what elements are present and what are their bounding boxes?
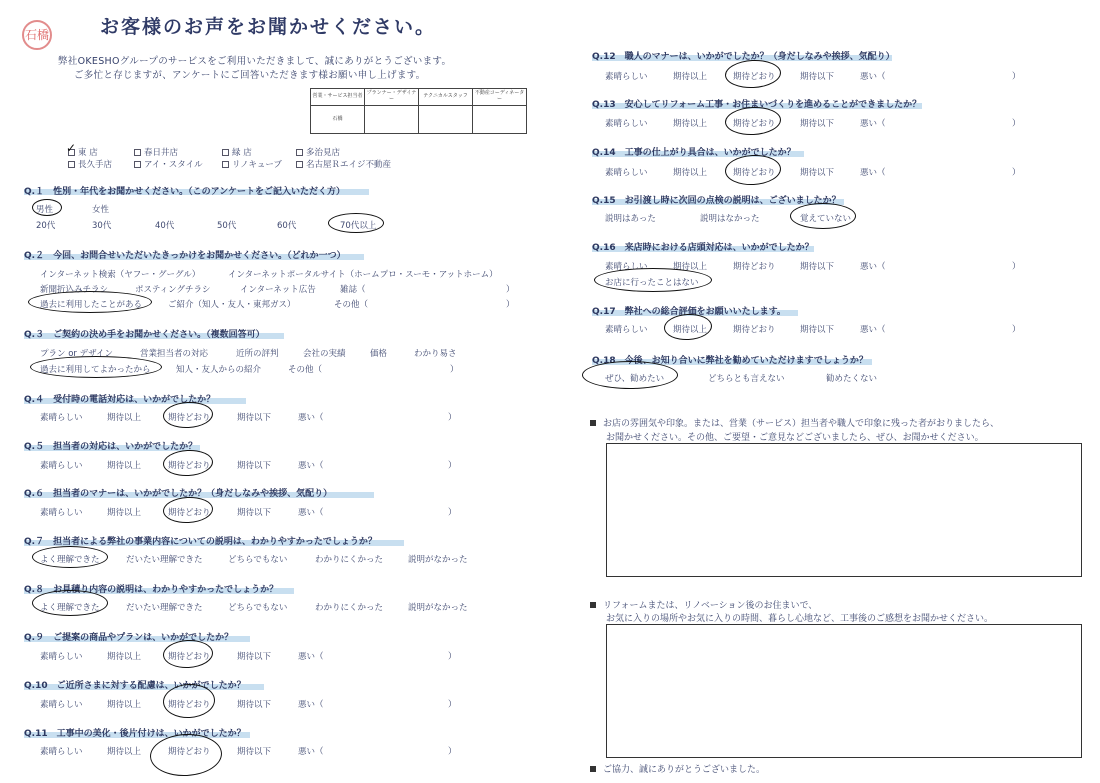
square-bullet-icon [590, 766, 596, 772]
answer-option[interactable]: 50代 [217, 221, 237, 231]
answer-option[interactable]: インターネットポータルサイト（ホームプロ・スーモ・アットホーム） [228, 270, 498, 280]
rating-option[interactable]: 素晴らしい [605, 119, 648, 129]
checkbox[interactable] [296, 161, 303, 168]
rating-option[interactable]: 期待どおり [168, 461, 211, 471]
store-option[interactable]: リノキューブ [222, 158, 282, 170]
rating-paren: ） [1012, 119, 1021, 129]
rating-option[interactable]: 期待以下 [237, 413, 272, 423]
rating-option[interactable]: 期待以下 [800, 72, 835, 82]
answer-option[interactable]: 勧めたくない [826, 374, 878, 384]
free-question-2-line-2: お気に入りの場所やお気に入りの時間、暮らし心地など、工事後のご感想をお聞かせください。 [606, 614, 994, 624]
free-question-1-line-1: お店の雰囲気や印象。または、営業（サービス）担当者や職人で印象に残った者がおりましたら、 [590, 416, 999, 429]
selection-circle [790, 203, 856, 229]
selection-circle [724, 106, 781, 137]
answer-option[interactable]: 会社の実績 [303, 349, 346, 359]
rating-option[interactable]: 期待以上 [107, 508, 142, 518]
answer-option[interactable]: 雑誌（ [340, 285, 366, 295]
staff-header-planner: プランナー・デザイナー [365, 89, 419, 106]
selection-circle [594, 268, 712, 292]
store-option[interactable]: 東 店 [68, 146, 98, 158]
rating-option[interactable]: 期待以下 [800, 119, 835, 129]
question-title: Q.３ ご契約の決め手をお聞かせください。（複数回答可） [24, 330, 265, 340]
answer-option[interactable]: 過去に利用してよかったから [40, 365, 151, 375]
store-option[interactable]: 多治見店 [296, 146, 340, 158]
answer-option[interactable]: 20代 [36, 221, 56, 231]
rating-option[interactable]: 期待以下 [237, 508, 272, 518]
staff-signature: 石橋 [311, 106, 365, 134]
question-title: Q.13 安心してリフォーム工事・お住まいづくりを進めることができましたか？ [592, 100, 922, 110]
rating-option[interactable]: 悪い（ [298, 652, 324, 662]
intro-line-2: ご多忙と存じますが、アンケートにご回答いただきます様お願い申し上げます。 [74, 70, 426, 81]
question-title: Q.７ 担当者による弊社の事業内容についての説明は、わかりやすかったでしょうか？ [24, 537, 377, 547]
question-title: Q.１ 性別・年代をお聞かせください。（このアンケートをご記入いただく方） [24, 187, 346, 197]
checkbox[interactable] [134, 161, 141, 168]
answer-option[interactable]: ぜひ、勧めたい [605, 374, 665, 384]
rating-option[interactable]: 素晴らしい [40, 652, 83, 662]
rating-option[interactable]: 期待以上 [107, 652, 142, 662]
answer-option[interactable]: 男性 [36, 205, 54, 215]
selection-circle [32, 546, 108, 568]
clarity-option[interactable]: よく理解できた [40, 555, 100, 565]
rating-paren: ） [448, 652, 457, 662]
rating-option[interactable]: 期待以下 [800, 168, 835, 178]
rating-option[interactable]: 期待以上 [107, 461, 142, 471]
question-title: Q.15 お引渡し時に次回の点検の説明は、ございましたか？ [592, 196, 841, 206]
answer-option[interactable]: インターネット検索（ヤフー・グーグル） [40, 270, 201, 280]
rating-option[interactable]: 期待以上 [673, 168, 708, 178]
check-mark-icon: ✓ [66, 141, 77, 155]
selection-circle [32, 590, 108, 616]
answer-option[interactable]: 70代以上 [340, 221, 377, 231]
rating-option[interactable]: 期待どおり [168, 413, 211, 423]
rating-option[interactable]: 悪い（ [298, 508, 324, 518]
rating-option[interactable]: 悪い（ [860, 119, 886, 129]
staff-cell[interactable] [365, 106, 419, 134]
rating-option[interactable]: 期待以上 [673, 325, 708, 335]
rating-option[interactable]: 期待どおり [168, 508, 211, 518]
staff-cell[interactable] [419, 106, 473, 134]
free-question-2-line-1: リフォームまたは、リノベーション後のお住まいで、 [590, 598, 817, 611]
store-option[interactable]: 長久手店 [68, 158, 112, 170]
staff-table [310, 88, 527, 134]
answer-option[interactable]: 説明はあった [605, 214, 656, 224]
square-bullet-icon [590, 602, 596, 608]
rating-paren: ） [448, 461, 457, 471]
rating-option[interactable]: 素晴らしい [40, 747, 83, 757]
rating-option[interactable]: 期待どおり [733, 325, 776, 335]
rating-option[interactable]: 素晴らしい [605, 262, 648, 272]
answer-option[interactable]: どちらとも言えない [708, 374, 785, 384]
rating-option[interactable]: 期待以下 [800, 262, 835, 272]
answer-option[interactable]: 近所の評判 [236, 349, 279, 359]
answer-option[interactable]: 40代 [155, 221, 175, 231]
rating-option[interactable]: 素晴らしい [605, 325, 648, 335]
clarity-option[interactable]: だいたい理解できた [126, 603, 203, 613]
question-title: Q.２ 今回、お問合せいただいたきっかけをお聞かせください。（どれか一つ） [24, 251, 346, 261]
answer-option[interactable]: 新聞折込みチラシ [40, 285, 109, 295]
selection-circle [724, 154, 781, 187]
answer-paren: ） [506, 300, 515, 310]
rating-option[interactable]: 悪い（ [860, 262, 886, 272]
rating-option[interactable]: 期待以上 [107, 747, 142, 757]
clarity-option[interactable]: どちらでもない [228, 603, 288, 613]
page-title: お客様のお声をお聞かせください。 [100, 16, 437, 38]
rating-option[interactable]: 悪い（ [298, 747, 324, 757]
rating-option[interactable]: 期待どおり [733, 262, 776, 272]
question-title: Q.14 工事の仕上がり具合は、いかがでしたか？ [592, 148, 796, 158]
answer-option[interactable]: 過去に利用したことがある [40, 300, 143, 310]
rating-option[interactable]: 期待以下 [800, 325, 835, 335]
answer-option[interactable]: 説明はなかった [700, 214, 760, 224]
rating-option[interactable]: 素晴らしい [605, 168, 648, 178]
answer-option[interactable]: 女性 [92, 205, 110, 215]
rating-option[interactable]: 素晴らしい [40, 508, 83, 518]
selection-circle [582, 361, 678, 389]
question-title: Q.11 工事中の美化・後片付けは、いかがでしたか？ [24, 729, 246, 739]
answer-option[interactable]: 30代 [92, 221, 112, 231]
clarity-option[interactable]: 説明がなかった [408, 555, 468, 565]
checkbox[interactable] [222, 161, 229, 168]
answer-option[interactable]: インターネット広告 [240, 285, 316, 295]
rating-paren: ） [1012, 72, 1021, 82]
rating-option[interactable]: 悪い（ [860, 72, 886, 82]
rating-option[interactable]: 期待以下 [237, 461, 272, 471]
question-title: Q.18 今後、お知り合いに弊社を勧めていただけますでしょうか？ [592, 356, 868, 366]
rating-paren: ） [448, 700, 457, 710]
answer-option[interactable]: ご紹介（知人・友人・東邦ガス） [168, 300, 296, 310]
rating-option[interactable]: 期待どおり [733, 168, 776, 178]
selection-circle [328, 213, 384, 233]
rating-option[interactable]: 素晴らしい [40, 700, 83, 710]
clarity-option[interactable]: 説明がなかった [408, 603, 468, 613]
store-option[interactable]: 春日井店 [134, 146, 178, 158]
checkbox[interactable] [134, 149, 141, 156]
checkbox[interactable] [222, 149, 229, 156]
selection-circle [32, 199, 62, 216]
answer-option[interactable]: その他（ [334, 300, 369, 310]
staff-header-realestate: 不動産コーディネーター [473, 89, 527, 106]
question-title: Q.17 弊社への総合評価をお願いいたします。 [592, 307, 786, 317]
free-answer-box-2[interactable] [606, 624, 1082, 758]
selection-circle [162, 449, 213, 478]
answer-option[interactable]: その他（ [288, 365, 323, 375]
rating-option[interactable]: 期待以上 [673, 119, 708, 129]
selection-circle [724, 59, 781, 90]
rating-option[interactable]: 悪い（ [860, 168, 886, 178]
rating-option[interactable]: 素晴らしい [605, 72, 648, 82]
rating-option[interactable]: 素晴らしい [40, 461, 83, 471]
store-option[interactable]: 名古屋Ｒエイジ不動産 [296, 158, 391, 170]
question-title: Q.16 来店時における店頭対応は、いかがでしたか？ [592, 243, 814, 253]
selection-circle [30, 356, 162, 378]
answer-option[interactable]: ポスティングチラシ [135, 285, 211, 295]
rating-paren: ） [1012, 262, 1021, 272]
rating-option[interactable]: 悪い（ [860, 325, 886, 335]
question-title: Q.８ お見積り内容の説明は、わかりやすかったでしょうか？ [24, 585, 279, 595]
rating-option[interactable]: 期待どおり [733, 72, 776, 82]
selection-circle [149, 732, 223, 778]
rating-option[interactable]: 悪い（ [298, 413, 324, 423]
square-bullet-icon [590, 420, 596, 426]
selection-circle [162, 496, 213, 525]
rating-option[interactable]: 悪い（ [298, 461, 324, 471]
selection-circle [28, 291, 152, 313]
selection-circle [663, 313, 712, 341]
clarity-option[interactable]: よく理解できた [40, 603, 100, 613]
staff-header-technical: テクニカルスタッフ [419, 89, 473, 106]
store-option[interactable]: アイ・スタイル [134, 158, 203, 170]
rating-option[interactable]: 期待どおり [168, 652, 211, 662]
rating-paren: ） [448, 747, 457, 757]
checkbox[interactable] [296, 149, 303, 156]
store-option[interactable]: 緑 店 [222, 146, 252, 158]
clarity-option[interactable]: だいたい理解できた [126, 555, 203, 565]
rating-option[interactable]: 期待以下 [237, 747, 272, 757]
question-title: Q.10 ご近所さまに対する配慮は、いかがでしたか？ [24, 681, 246, 691]
rating-option[interactable]: 期待どおり [168, 747, 211, 757]
company-seal: 石橋 [22, 20, 52, 50]
rating-option[interactable]: 期待どおり [733, 119, 776, 129]
answer-paren: ） [506, 285, 515, 295]
rating-paren: ） [1012, 325, 1021, 335]
rating-option[interactable]: 期待以下 [237, 700, 272, 710]
question-title: Q.４ 受付時の電話対応は、いかがでしたか？ [24, 395, 216, 405]
answer-option[interactable]: わかり易さ [414, 349, 457, 359]
staff-cell[interactable] [473, 106, 527, 134]
selection-circle [162, 683, 216, 720]
answer-paren: ） [450, 365, 459, 375]
question-title: Q.９ ご提案の商品やプランは、いかがでしたか？ [24, 633, 234, 643]
clarity-option[interactable]: どちらでもない [228, 555, 288, 565]
free-answer-box-1[interactable] [606, 443, 1082, 577]
answer-option[interactable]: 60代 [277, 221, 297, 231]
answer-option[interactable]: 知人・友人からの紹介 [176, 365, 262, 375]
rating-option[interactable]: 期待どおり [168, 700, 211, 710]
rating-option[interactable]: 期待以上 [673, 72, 708, 82]
question-title: Q.６ 担当者のマナーは、いかがでしたか？（身だしなみや挨拶、気配り） [24, 489, 333, 499]
answer-option[interactable]: プラン or デザイン [40, 349, 114, 359]
answer-option[interactable]: 営業担当者の対応 [140, 349, 209, 359]
staff-header-sales: 営業・サービス担当者 [311, 89, 365, 106]
rating-paren: ） [1012, 168, 1021, 178]
rating-option[interactable]: 素晴らしい [40, 413, 83, 423]
rating-option[interactable]: 期待以上 [107, 413, 142, 423]
clarity-option[interactable]: わかりにくかった [315, 603, 384, 613]
rating-paren: ） [448, 508, 457, 518]
answer-option[interactable]: 覚えていない [800, 214, 852, 224]
rating-paren: ） [448, 413, 457, 423]
intro-line-1: 弊社OKESHOグループのサービスをご利用いただきまして、誠にありがとうございます。 [58, 56, 452, 67]
question-title: Q.12 職人のマナーは、いかがでしたか？（身だしなみや挨拶、気配り） [592, 52, 895, 62]
clarity-option[interactable]: わかりにくかった [315, 555, 384, 565]
rating-option[interactable]: 期待以上 [107, 700, 142, 710]
rating-option[interactable]: 悪い（ [298, 700, 324, 710]
free-question-1-line-2: お聞かせください。その他、ご要望・ご意見などございましたら、ぜひ、お聞かせください。 [606, 433, 984, 443]
checkbox[interactable] [68, 161, 75, 168]
selection-circle [162, 639, 213, 670]
answer-option[interactable]: 価格 [370, 349, 388, 359]
rating-option[interactable]: 期待以上 [673, 262, 708, 272]
question-title: Q.５ 担当者の対応は、いかがでしたか？ [24, 442, 198, 452]
thanks-line: ご協力、誠にありがとうございました。 [590, 762, 765, 775]
answer-option[interactable]: お店に行ったことはない [605, 278, 699, 288]
rating-option[interactable]: 期待以下 [237, 652, 272, 662]
